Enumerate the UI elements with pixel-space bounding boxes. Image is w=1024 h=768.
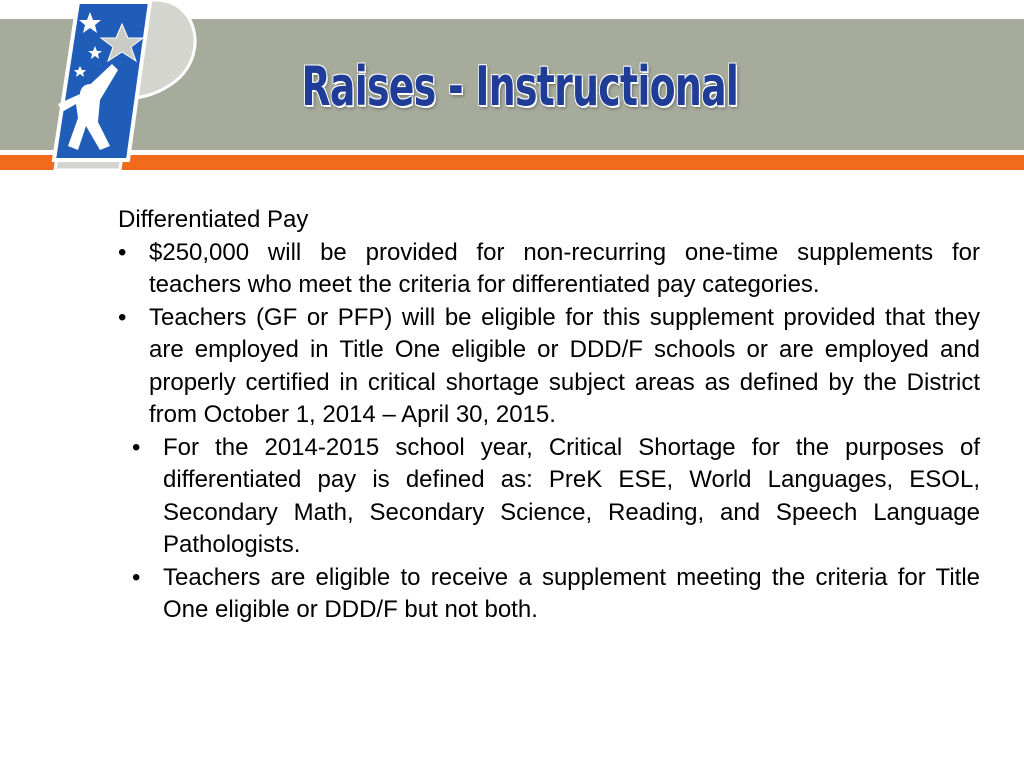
list-item-text: Teachers (GF or PFP) will be eligible for this supplement provided that they are employed in Title One eligible or DDD/F schools or are employed and properly certified in critical shortage subject areas as defined by the District from October 1, 2014 – April 30, 2015. (149, 303, 980, 428)
bullet-icon: • (118, 303, 127, 331)
bullet-icon: • (118, 238, 127, 266)
slide-content (118, 204, 980, 627)
sub-list-item (118, 562, 980, 627)
sub-list-item-text: Teachers are eligible to receive a supplement meeting the criteria for Title One eligible or DDD/F but not both. (163, 563, 980, 623)
bullet-icon: • (132, 433, 141, 461)
sub-bullet-list (118, 432, 980, 627)
logo-icon (40, 0, 200, 180)
list-item (118, 237, 980, 302)
list-item (118, 302, 980, 432)
sub-list-item (118, 432, 980, 562)
slide-title: Raises - Instructional (301, 55, 739, 118)
sub-list-item-text: For the 2014-2015 school year, Critical Shortage for the purposes of differentiated pay is defined as: PreK ESE, World Languages, ESOL, Secondary Math, Secondary Science, Reading, and Speech Language Pathologists. (163, 433, 980, 558)
section-heading: Differentiated Pay (118, 206, 309, 233)
bullet-icon: • (132, 563, 141, 591)
list-item-text: $250,000 will be provided for non-recurring one-time supplements for teachers who meet the criteria for differentiated pay categories. (149, 238, 980, 298)
bullet-list (118, 237, 980, 432)
